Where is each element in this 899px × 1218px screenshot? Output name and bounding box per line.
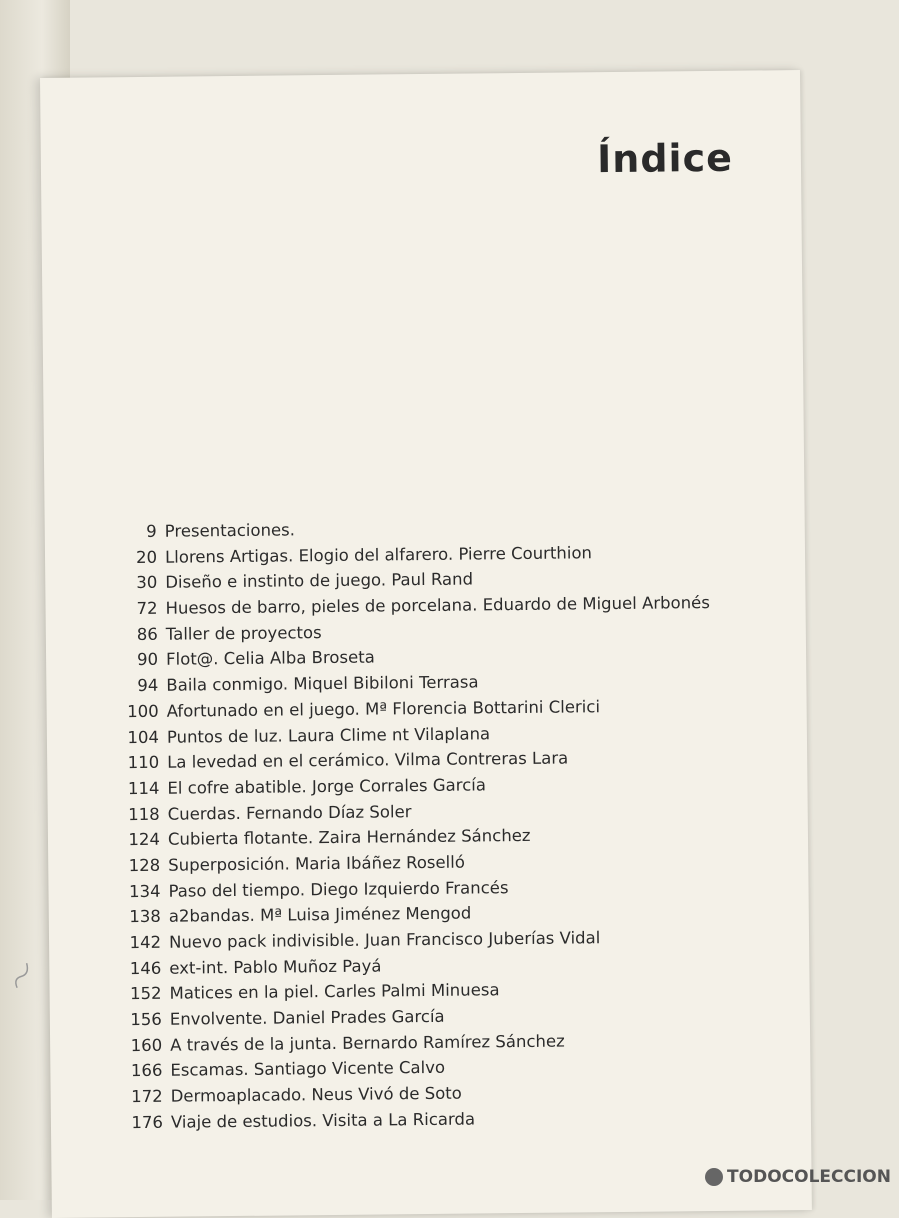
toc-page-number: 94 — [137, 675, 159, 696]
toc-page-number: 104 — [127, 727, 160, 747]
toc-page-number: 146 — [129, 958, 162, 978]
toc-page-number: 156 — [130, 1009, 162, 1030]
toc-entry-title: Huesos de barro, pieles de porcelana. Eduardo de Miguel Arbonés — [165, 593, 710, 618]
toc-page-number: 128 — [128, 855, 161, 876]
toc-entry-title: Afortunado en el juego. Mª Florencia Bottarini Clerici — [166, 696, 601, 721]
toc-page-number: 30 — [136, 573, 158, 593]
toc-page-number: 72 — [136, 598, 158, 619]
toc-page-number: 9 — [146, 521, 157, 541]
toc-entry-title: Llorens Artigas. Elogio del alfarero. Pierre Courthion — [164, 542, 593, 567]
toc-page-number: 152 — [129, 984, 162, 1004]
toc-entry-title: a2bandas. Mª Luisa Jiménez Mengod — [168, 903, 472, 927]
toc-page-number: 160 — [130, 1035, 163, 1055]
toc-entry-title: Presentaciones. — [164, 520, 296, 541]
toc-entry-title: Diseño e instinto de juego. Paul Rand — [165, 569, 474, 593]
toc-page-number: 142 — [129, 932, 162, 953]
toc-entry-title: El cofre abatible. Jorge Corrales García — [167, 775, 487, 798]
toc-entry-title: Taller de proyectos — [165, 622, 322, 644]
toc-page-number: 118 — [128, 804, 160, 824]
toc-entry-title: Matices en la piel. Carles Palmi Minuesa — [169, 980, 500, 1004]
watermark — [705, 1167, 891, 1187]
toc-entry-title: Baila conmigo. Miquel Bibiloni Terrasa — [166, 672, 479, 695]
toc-page-number: 86 — [136, 624, 158, 644]
toc-page-number: 110 — [127, 752, 160, 773]
toc-entry-title: Cuerdas. Fernando Díaz Soler — [167, 801, 412, 824]
watermark-text: TODOCOLECCION — [727, 1167, 891, 1187]
book-page — [40, 70, 812, 1218]
toc-entry-title: ext-int. Pablo Muñoz Payá — [169, 956, 382, 978]
toc-entry-title: Puntos de luz. Laura Clime nt Vilaplana — [166, 723, 491, 747]
watermark-logo-icon — [705, 1168, 723, 1186]
toc-page-number: 20 — [135, 547, 158, 567]
toc-entry-title: A través de la junta. Bernardo Ramírez Sánchez — [170, 1031, 565, 1055]
margin-scribble-mark — [7, 959, 34, 992]
toc-entry-title: Cubierta flotante. Zaira Hernández Sánchez — [167, 826, 531, 849]
toc-page-number: 100 — [127, 701, 159, 721]
toc-page-number: 90 — [136, 650, 159, 670]
toc-entry-title: Escamas. Santiago Vicente Calvo — [170, 1058, 446, 1081]
table-of-contents — [113, 515, 799, 1139]
toc-page-number: 138 — [129, 907, 161, 927]
toc-page-number: 134 — [128, 881, 161, 901]
toc-entry-title: La levedad en el cerámico. Vilma Contreras Lara — [167, 748, 569, 772]
toc-page-number: 124 — [128, 830, 161, 850]
toc-page-number: 114 — [127, 778, 160, 798]
toc-entry-title: Dermoaplacado. Neus Vivó de Soto — [170, 1083, 462, 1106]
toc-page-number: 176 — [131, 1112, 164, 1132]
toc-page-number: 172 — [131, 1086, 163, 1107]
toc-entry-title: Superposición. Maria Ibáñez Roselló — [168, 852, 465, 875]
toc-entry-title: Flot@. Celia Alba Broseta — [165, 647, 375, 670]
toc-entry-title: Nuevo pack indivisible. Juan Francisco Juberías Vidal — [168, 928, 601, 952]
page-title: Índice — [596, 136, 734, 182]
toc-entry-title: Viaje de estudios. Visita a La Ricarda — [170, 1109, 476, 1132]
toc-entry-title: Paso del tiempo. Diego Izquierdo Francés — [168, 877, 509, 901]
toc-entry-title: Envolvente. Daniel Prades García — [169, 1006, 445, 1029]
toc-page-number: 166 — [130, 1061, 163, 1081]
